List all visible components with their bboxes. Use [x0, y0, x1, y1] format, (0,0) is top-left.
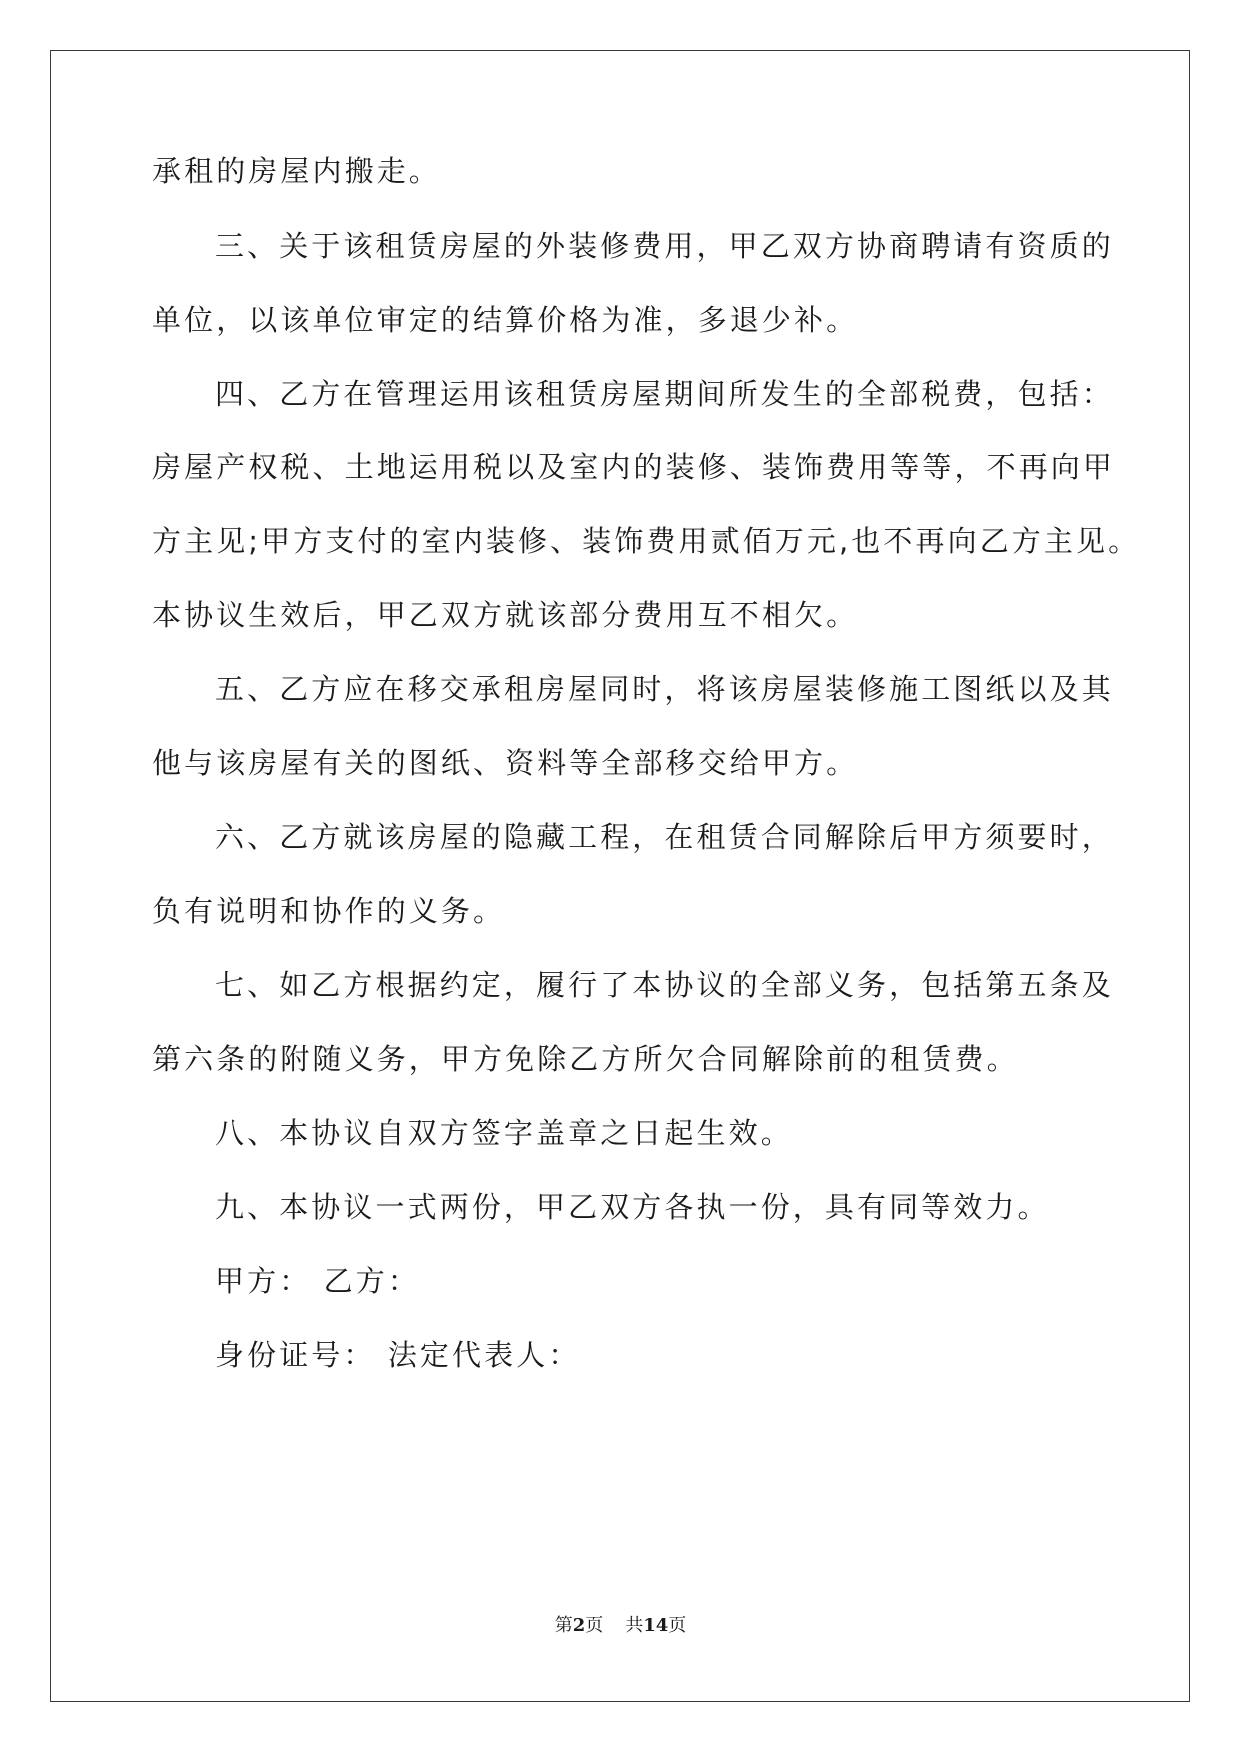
text-line: 承租的房屋内搬走。: [152, 154, 441, 188]
page-prefix: 第: [554, 1615, 573, 1636]
total-suffix: 页: [668, 1615, 687, 1636]
text-line: 身份证号： 法定代表人：: [215, 1338, 581, 1372]
text-line: 三、关于该租赁房屋的外装修费用，甲乙双方协商聘请有资质的: [215, 229, 1114, 263]
page-number: 2: [572, 1615, 586, 1636]
text-line: 七、如乙方根据约定，履行了本协议的全部义务，包括第五条及: [215, 968, 1114, 1002]
total-prefix: 共: [625, 1615, 644, 1636]
text-line: 负有说明和协作的义务。: [152, 894, 506, 928]
text-line: 甲方： 乙方：: [215, 1264, 420, 1298]
text-line: 五、乙方应在移交承租房屋同时，将该房屋装修施工图纸以及其: [215, 672, 1114, 706]
text-line: 四、乙方在管理运用该租赁房屋期间所发生的全部税费，包括：: [215, 377, 1114, 411]
page-footer: [0, 1614, 1241, 1638]
text-line: 八、本协议自双方签字盖章之日起生效。: [215, 1116, 793, 1150]
text-line: 单位，以该单位审定的结算价格为准，多退少补。: [152, 303, 859, 337]
total-pages: 14: [643, 1615, 669, 1636]
text-line: 九、本协议一式两份，甲乙双方各执一份，具有同等效力。: [215, 1190, 1050, 1224]
text-line: 房屋产权税、土地运用税以及室内的装修、装饰费用等等，不再向甲: [152, 450, 1116, 484]
text-line: 方主见;甲方支付的室内装修、装饰费用贰佰万元,也不再向乙方主见。: [152, 524, 1141, 558]
text-line: 他与该房屋有关的图纸、资料等全部移交给甲方。: [152, 746, 859, 780]
text-line: 第六条的附随义务，甲方免除乙方所欠合同解除前的租赁费。: [152, 1042, 1019, 1076]
text-line: 六、乙方就该房屋的隐藏工程，在租赁合同解除后甲方须要时，: [215, 820, 1114, 854]
text-line: 本协议生效后，甲乙双方就该部分费用互不相欠。: [152, 598, 859, 632]
page-border: [50, 50, 1190, 1702]
page-suffix: 页: [585, 1615, 604, 1636]
